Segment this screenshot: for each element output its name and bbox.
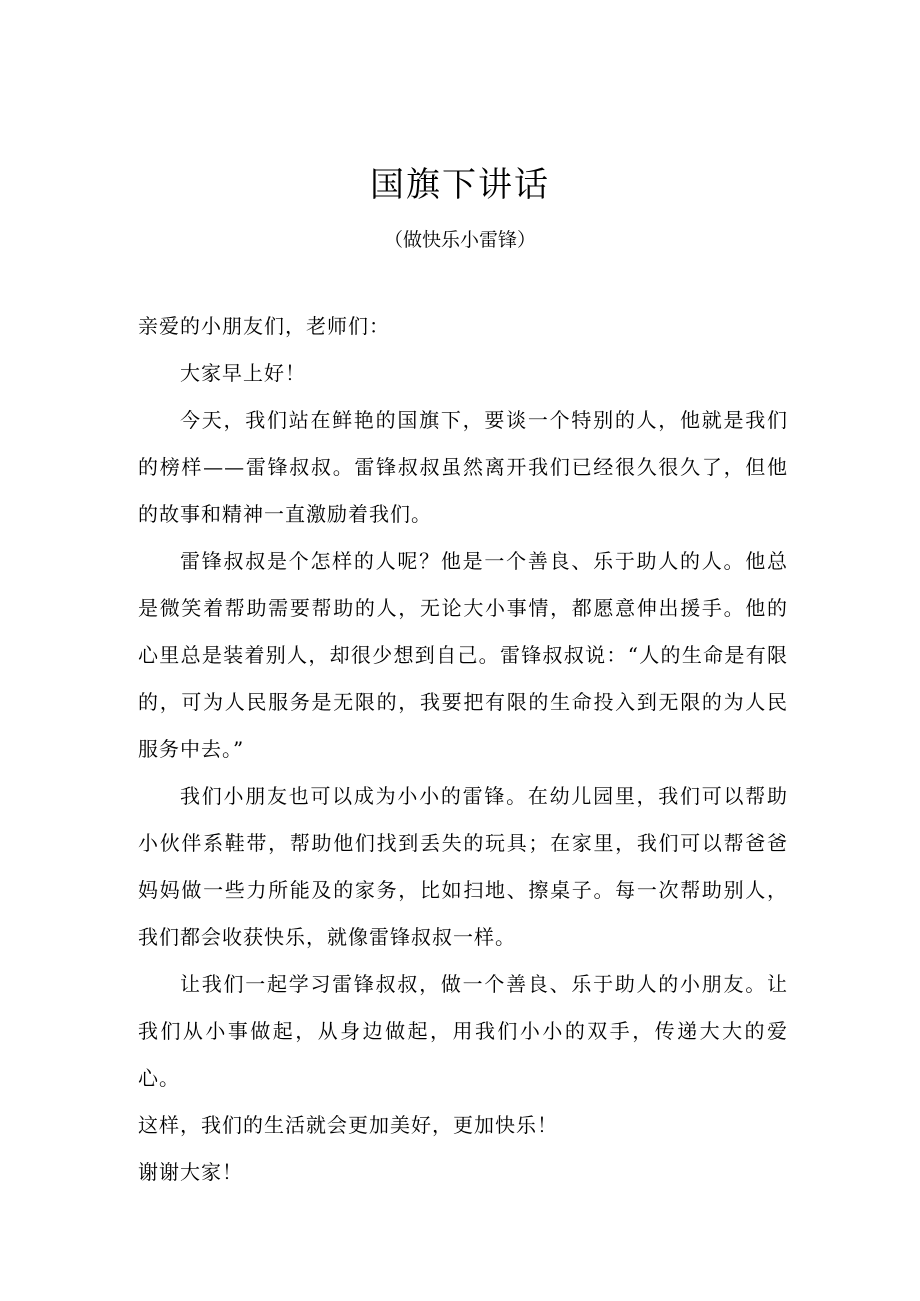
intro-paragraph: 今天，我们站在鲜艳的国旗下，要谈一个特别的人，他就是我们的榜样——雷锋叔叔。雷锋叔叔虽然离开我们已经很久很久了，但他的故事和精神一直激励着我们。 [138,408,788,526]
page-title: 国旗下讲话 [370,165,550,205]
page-subtitle: （做快乐小雷锋） [383,229,536,251]
speech-body [138,303,788,1196]
conclusion-paragraph: 这样，我们的生活就会更加美好，更加快乐！ [138,1113,558,1137]
leifeng-description-paragraph: 雷锋叔叔是个怎样的人呢？他是一个善良、乐于助人的人。他总是微笑着帮助需要帮助的人，无论大小事情，都愿意伸出援手。他的心里总是装着别人，却很少想到自己。雷锋叔叔说：“人的生命是有限的，可为人民服务是无限的，我要把有限的生命投入到无限的为人民服务中去。” [138,549,788,761]
salutation-paragraph: 亲爱的小朋友们，老师们： [138,314,390,338]
greeting-paragraph: 大家早上好！ [180,361,306,385]
children-action-paragraph: 我们小朋友也可以成为小小的雷锋。在幼儿园里，我们可以帮助小伙伴系鞋带，帮助他们找到丢失的玩具；在家里，我们可以帮爸爸妈妈做一些力所能及的家务，比如扫地、擦桌子。每一次帮助别人，我们都会收获快乐，就像雷锋叔叔一样。 [138,784,788,949]
thanks-paragraph: 谢谢大家！ [138,1160,243,1184]
call-to-action-paragraph: 让我们一起学习雷锋叔叔，做一个善良、乐于助人的小朋友。让我们从小事做起，从身边做起，用我们小小的双手，传递大大的爱心。 [138,972,788,1090]
